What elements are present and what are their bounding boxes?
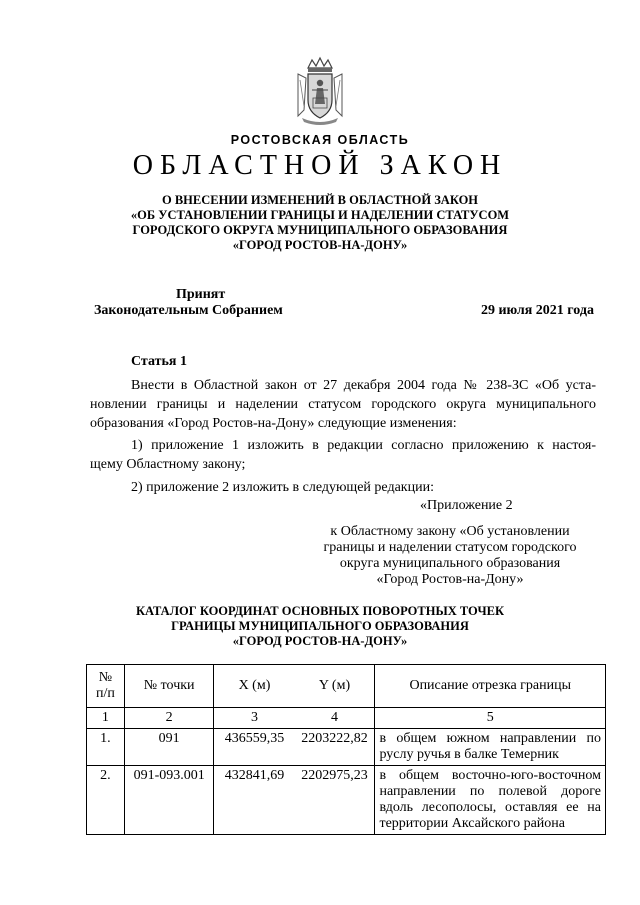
- table-row: [87, 766, 606, 835]
- subtitle-line: О ВНЕСЕНИИ ИЗМЕНЕНИЙ В ОБЛАСТНОЙ ЗАКОН: [161, 193, 479, 207]
- row-description: в общем восточно-юго-восточном направлении по полевой дороге вдоль лесополосы, оставляя ее на территории Аксайского района: [375, 766, 606, 835]
- row-description: в общем южном направлении по руслу ручья в балке Темерник: [375, 729, 606, 766]
- column-number: 3: [214, 708, 295, 729]
- law-subtitle: [0, 193, 640, 253]
- column-number: 4: [294, 708, 375, 729]
- adopting-body: Законодательным Собранием: [94, 303, 283, 318]
- paragraph-line: щему Областному закону;: [90, 457, 246, 472]
- table-row: [87, 729, 606, 766]
- row-x: 432841,69: [214, 766, 295, 835]
- header-point: № точки: [124, 665, 214, 708]
- article-title: Статья 1: [131, 354, 187, 369]
- paragraph-line: Внести в Областной закон от 27 декабря 2004 года № 238-ЗС «Об уста-: [131, 378, 596, 393]
- region-name: РОСТОВСКАЯ ОБЛАСТЬ: [230, 133, 410, 147]
- paragraph-line: 2) приложение 2 изложить в следующей редакции:: [131, 480, 434, 495]
- article-paragraph-2: [90, 436, 596, 474]
- row-number: 2.: [87, 766, 125, 835]
- appendix-reference: [306, 524, 594, 588]
- adoption-date: 29 июля 2021 года: [480, 303, 594, 318]
- header-number-line: п/п: [95, 686, 115, 701]
- appendix-line: границы и наделении статусом городского: [323, 540, 577, 555]
- paragraph-line: образования «Город Ростов-на-Дону» следующие изменения:: [90, 416, 457, 431]
- column-number: 2: [124, 708, 214, 729]
- row-point: 091: [124, 729, 214, 766]
- header-xy: [214, 665, 375, 708]
- appendix-line: к Областному закону «Об установлении: [330, 524, 570, 539]
- paragraph-line: 1) приложение 1 изложить в редакции согласно приложению к настоя-: [131, 438, 596, 453]
- header-number: [87, 665, 125, 708]
- subtitle-line: «ГОРОД РОСТОВ-НА-ДОНУ»: [232, 238, 408, 252]
- row-number: 1.: [87, 729, 125, 766]
- paragraph-line: новлении границы и наделении статусом городского округа муниципального: [90, 397, 596, 412]
- subtitle-line: ГОРОДСКОГО ОКРУГА МУНИЦИПАЛЬНОГО ОБРАЗОВАНИЯ: [132, 223, 508, 237]
- header-description: Описание отрезка границы: [375, 665, 606, 708]
- catalog-title-line: ГРАНИЦЫ МУНИЦИПАЛЬНОГО ОБРАЗОВАНИЯ: [171, 619, 469, 633]
- catalog-title: [0, 604, 640, 649]
- catalog-title-line: «ГОРОД РОСТОВ-НА-ДОНУ»: [232, 634, 408, 648]
- column-number: 1: [87, 708, 125, 729]
- subtitle-line: «ОБ УСТАНОВЛЕНИИ ГРАНИЦЫ И НАДЕЛЕНИИ СТАТУСОМ: [130, 208, 510, 222]
- appendix-line: «Город Ростов-на-Дону»: [376, 572, 524, 587]
- adopted-label: Принят: [176, 287, 226, 302]
- appendix-heading: «Приложение 2: [420, 498, 513, 513]
- header-y: Y (м): [318, 678, 351, 693]
- row-point: 091-093.001: [124, 766, 214, 835]
- article-paragraph-1: [90, 376, 596, 433]
- row-x: 436559,35: [214, 729, 295, 766]
- coordinates-table: [86, 664, 606, 835]
- column-number-row: [87, 708, 606, 729]
- rostov-oblast-coat-of-arms-icon: [294, 56, 346, 128]
- law-title: ОБЛАСТНОЙ ЗАКОН: [132, 150, 508, 181]
- header-x: X (м): [238, 678, 271, 693]
- row-y: 2203222,82: [294, 729, 375, 766]
- column-number: 5: [375, 708, 606, 729]
- table-header-row: [87, 665, 606, 708]
- article-paragraph-3: [90, 478, 596, 497]
- catalog-title-line: КАТАЛОГ КООРДИНАТ ОСНОВНЫХ ПОВОРОТНЫХ ТОЧЕК: [135, 604, 505, 618]
- row-y: 2202975,23: [294, 766, 375, 835]
- header-number-line: №: [98, 670, 113, 685]
- appendix-line: округа муниципального образования: [339, 556, 561, 571]
